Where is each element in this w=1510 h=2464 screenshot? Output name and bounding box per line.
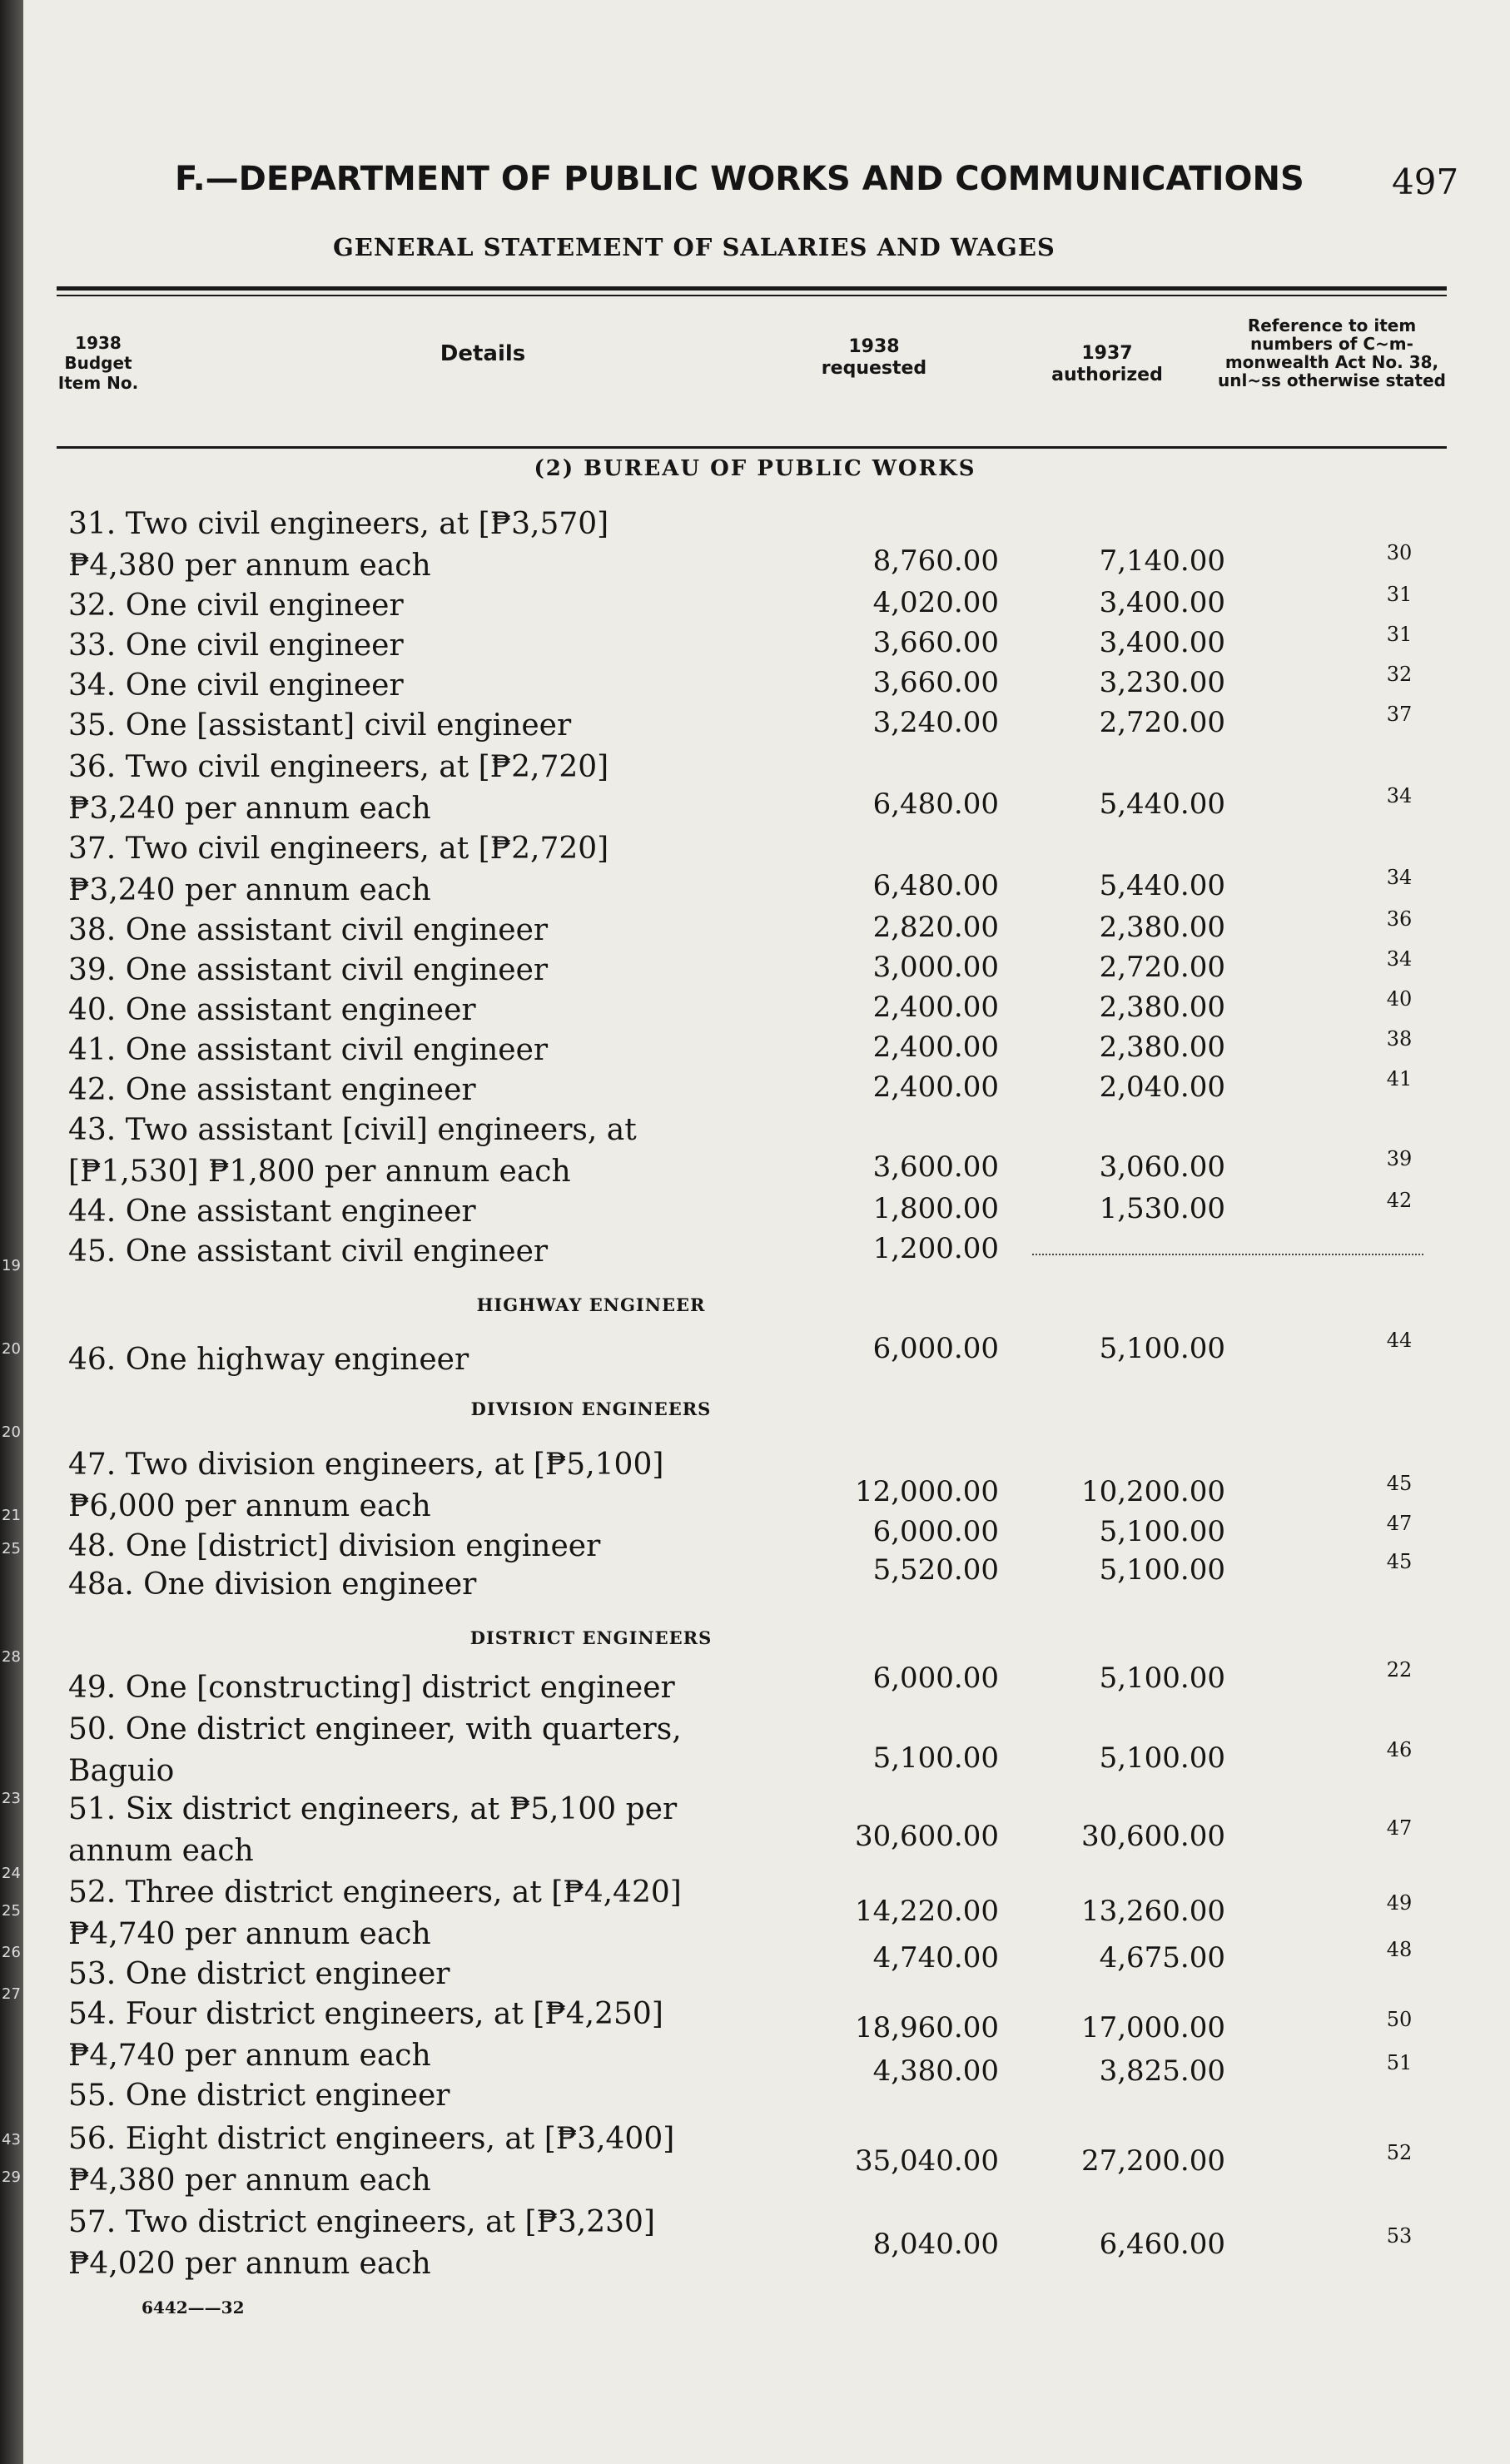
amount-1938-requested: 4,020.00 [872, 586, 999, 619]
row-detail-continuation: ₱6,000 per annum each [68, 1489, 431, 1523]
reference-item-number: 34 [1386, 947, 1413, 971]
subhead-highway: HIGHWAY ENGINEER [476, 1294, 706, 1315]
margin-mark: 20 [2, 1423, 21, 1441]
amount-1938-requested: 2,400.00 [872, 1031, 999, 1064]
amount-1937-authorized: 2,720.00 [1099, 706, 1225, 739]
row-detail-continuation: ₱4,740 per annum each [68, 2039, 431, 2073]
amount-1937-authorized: 5,440.00 [1099, 787, 1225, 821]
amount-1938-requested: 14,220.00 [854, 1895, 999, 1928]
amount-1937-authorized: 2,380.00 [1099, 911, 1225, 944]
row-detail: 51. Six district engineers, at ₱5,100 per [68, 1792, 678, 1826]
margin-mark: 29 [2, 2168, 21, 2186]
amount-1938-requested: 4,740.00 [872, 1941, 999, 1975]
reference-item-number: 52 [1386, 2141, 1413, 2164]
amount-1938-requested: 5,100.00 [872, 1741, 999, 1775]
reference-item-number: 48 [1386, 1938, 1413, 1961]
reference-item-number: 36 [1386, 907, 1413, 931]
reference-item-number: 34 [1386, 866, 1413, 889]
section-title: (2) BUREAU OF PUBLIC WORKS [534, 456, 976, 481]
amount-1938-requested: 1,800.00 [872, 1192, 999, 1225]
amount-1938-requested: 6,000.00 [872, 1662, 999, 1695]
reference-item-number: 41 [1386, 1067, 1413, 1090]
row-detail: 43. Two assistant [civil] engineers, at [68, 1113, 637, 1147]
row-detail: 45. One assistant civil engineer [68, 1234, 549, 1269]
row-detail: 40. One assistant engineer [68, 993, 476, 1027]
amount-1938-requested: 3,660.00 [872, 626, 999, 659]
amount-1937-authorized: 7,140.00 [1099, 544, 1225, 578]
amount-1938-requested: 5,520.00 [872, 1553, 999, 1587]
header-rule [57, 295, 1447, 296]
row-detail: 50. One district engineer, with quarters, [68, 1712, 682, 1746]
column-header-details: Details [440, 341, 526, 366]
amount-1938-requested: 3,660.00 [872, 666, 999, 699]
reference-item-number: 53 [1386, 2224, 1413, 2248]
amount-1937-authorized: 2,040.00 [1099, 1071, 1225, 1104]
amount-1937-authorized: 3,825.00 [1099, 2054, 1225, 2088]
amount-1937-authorized: 10,200.00 [1080, 1475, 1225, 1508]
reference-item-number: 42 [1386, 1189, 1413, 1212]
amount-1938-requested: 3,240.00 [872, 706, 999, 739]
row-detail: 57. Two district engineers, at [₱3,230] [68, 2205, 656, 2239]
page-subtitle: GENERAL STATEMENT OF SALARIES AND WAGES [333, 233, 1056, 261]
amount-1937-authorized: 5,440.00 [1099, 869, 1225, 902]
row-detail: 41. One assistant civil engineer [68, 1033, 549, 1067]
row-detail: 53. One district engineer [68, 1957, 450, 1991]
reference-item-number: 39 [1386, 1147, 1413, 1170]
reference-item-number: 44 [1386, 1329, 1413, 1352]
amount-1937-authorized: 30,600.00 [1080, 1820, 1225, 1853]
column-header-item: 1938 Budget Item No. [57, 333, 139, 393]
amount-1937-authorized: 2,380.00 [1099, 991, 1225, 1024]
margin-mark: 27 [2, 1985, 21, 2003]
row-detail: 42. One assistant engineer [68, 1073, 476, 1107]
row-detail: 49. One [constructing] district engineer [68, 1671, 675, 1705]
row-detail: 32. One civil engineer [68, 589, 404, 623]
subhead-division: DIVISION ENGINEERS [470, 1398, 712, 1419]
row-detail-continuation: Baguio [68, 1754, 175, 1788]
margin-mark: 23 [2, 1790, 21, 1807]
row-detail: 38. One assistant civil engineer [68, 913, 549, 947]
column-header-authorized: 1937 authorized [1051, 343, 1163, 385]
row-detail: 39. One assistant civil engineer [68, 953, 549, 987]
row-detail: 35. One [assistant] civil engineer [68, 708, 572, 743]
amount-1938-requested: 6,000.00 [872, 1332, 999, 1365]
row-detail: 55. One district engineer [68, 2079, 450, 2113]
column-header-reference: Reference to item numbers of C~m-monwealth Act No. 38, unl~ss otherwise stated [1218, 315, 1446, 390]
row-detail-continuation: annum each [68, 1834, 254, 1868]
amount-1938-requested: 4,380.00 [872, 2054, 999, 2088]
row-detail: 48a. One division engineer [68, 1567, 477, 1602]
row-detail: 54. Four district engineers, at [₱4,250] [68, 1997, 663, 2031]
amount-1937-authorized: 2,720.00 [1099, 951, 1225, 984]
reference-item-number: 46 [1386, 1738, 1413, 1761]
amount-1937-authorized: 17,000.00 [1080, 2011, 1225, 2044]
amount-1938-requested: 6,480.00 [872, 869, 999, 902]
amount-1938-requested: 6,000.00 [872, 1515, 999, 1548]
row-detail: 44. One assistant engineer [68, 1195, 476, 1229]
amount-1937-authorized: 1,530.00 [1099, 1192, 1225, 1225]
amount-1938-requested: 3,000.00 [872, 951, 999, 984]
row-detail: 48. One [district] division engineer [68, 1529, 601, 1563]
row-detail: 47. Two division engineers, at [₱5,100] [68, 1448, 664, 1482]
margin-mark: 19 [2, 1257, 21, 1274]
reference-item-number: 47 [1386, 1816, 1413, 1840]
reference-item-number: 30 [1386, 541, 1413, 564]
amount-1938-requested: 8,040.00 [872, 2228, 999, 2261]
amount-1938-requested: 2,400.00 [872, 1071, 999, 1104]
reference-item-number: 38 [1386, 1027, 1413, 1051]
margin-mark: 26 [2, 1944, 21, 1961]
margin-mark: 24 [2, 1865, 21, 1882]
reference-item-number: 50 [1386, 2008, 1413, 2031]
reference-item-number: 49 [1386, 1891, 1413, 1915]
book-spine-shadow [0, 0, 23, 2464]
row-detail: 37. Two civil engineers, at [₱2,720] [68, 832, 609, 866]
reference-item-number: 45 [1386, 1472, 1413, 1495]
subhead-district: DISTRICT ENGINEERS [469, 1627, 713, 1648]
reference-item-number: 47 [1386, 1512, 1413, 1535]
amount-1938-requested: 3,600.00 [872, 1150, 999, 1184]
amount-1937-authorized: 5,100.00 [1099, 1332, 1225, 1365]
margin-mark: 28 [2, 1648, 21, 1666]
reference-item-number: 37 [1386, 703, 1413, 726]
page-number: 497 [1392, 161, 1459, 202]
amount-1937-authorized: 3,400.00 [1099, 626, 1225, 659]
amount-1938-requested: 2,400.00 [872, 991, 999, 1024]
margin-mark: 20 [2, 1340, 21, 1358]
amount-1937-authorized: 5,100.00 [1099, 1662, 1225, 1695]
amount-1937-authorized: 3,400.00 [1099, 586, 1225, 619]
row-detail-continuation: ₱3,240 per annum each [68, 792, 431, 826]
row-detail-continuation: [₱1,530] ₱1,800 per annum each [68, 1155, 571, 1189]
amount-1937-authorized: 5,100.00 [1099, 1741, 1225, 1775]
column-header-requested: 1938 requested [821, 336, 927, 379]
page-header: F.—DEPARTMENT OF PUBLIC WORKS AND COMMUNICATIONS [175, 160, 1304, 198]
amount-1937-authorized: 5,100.00 [1099, 1515, 1225, 1548]
reference-item-number: 22 [1386, 1658, 1413, 1682]
amount-1938-requested: 6,480.00 [872, 787, 999, 821]
reference-item-number: 45 [1386, 1550, 1413, 1573]
amount-1938-requested: 2,820.00 [872, 911, 999, 944]
row-detail: 46. One highway engineer [68, 1343, 469, 1377]
amount-1937-authorized: 2,380.00 [1099, 1031, 1225, 1064]
column-header-rule [57, 446, 1447, 449]
amount-1937-authorized: 5,100.00 [1099, 1553, 1225, 1587]
row-detail: 33. One civil engineer [68, 628, 404, 663]
amount-1937-authorized: 27,200.00 [1080, 2144, 1225, 2178]
amount-1937-authorized: 3,060.00 [1099, 1150, 1225, 1184]
row-detail-continuation: ₱4,020 per annum each [68, 2247, 431, 2281]
amount-1937-authorized: 3,230.00 [1099, 666, 1225, 699]
reference-item-number: 40 [1386, 987, 1413, 1011]
empty-amount-leader [1032, 1254, 1423, 1255]
row-detail: 52. Three district engineers, at [₱4,420] [68, 1875, 682, 1910]
amount-1938-requested: 18,960.00 [854, 2011, 999, 2044]
amount-1938-requested: 30,600.00 [854, 1820, 999, 1853]
row-detail: 36. Two civil engineers, at [₱2,720] [68, 750, 609, 784]
row-detail-continuation: ₱4,380 per annum each [68, 2163, 431, 2198]
amount-1938-requested: 35,040.00 [854, 2144, 999, 2178]
amount-1938-requested: 1,200.00 [872, 1232, 999, 1265]
amount-1937-authorized: 13,260.00 [1080, 1895, 1225, 1928]
reference-item-number: 31 [1386, 623, 1413, 646]
amount-1938-requested: 8,760.00 [872, 544, 999, 578]
reference-item-number: 31 [1386, 583, 1413, 606]
amount-1937-authorized: 6,460.00 [1099, 2228, 1225, 2261]
row-detail: 34. One civil engineer [68, 668, 404, 703]
row-detail-continuation: ₱4,380 per annum each [68, 549, 431, 583]
amount-1937-authorized: 4,675.00 [1099, 1941, 1225, 1975]
reference-item-number: 34 [1386, 784, 1413, 807]
row-detail-continuation: ₱4,740 per annum each [68, 1917, 431, 1951]
row-detail-continuation: ₱3,240 per annum each [68, 873, 431, 907]
margin-mark: 25 [2, 1902, 21, 1920]
margin-mark: 43 [2, 2131, 21, 2149]
margin-mark: 21 [2, 1507, 21, 1524]
amount-1938-requested: 12,000.00 [854, 1475, 999, 1508]
reference-item-number: 51 [1386, 2051, 1413, 2074]
row-detail: 31. Two civil engineers, at [₱3,570] [68, 507, 609, 541]
header-rule [57, 286, 1447, 291]
footer-print-code: 6442——32 [142, 2298, 245, 2317]
reference-item-number: 32 [1386, 663, 1413, 686]
margin-mark: 25 [2, 1540, 21, 1557]
row-detail: 56. Eight district engineers, at [₱3,400] [68, 2122, 675, 2156]
